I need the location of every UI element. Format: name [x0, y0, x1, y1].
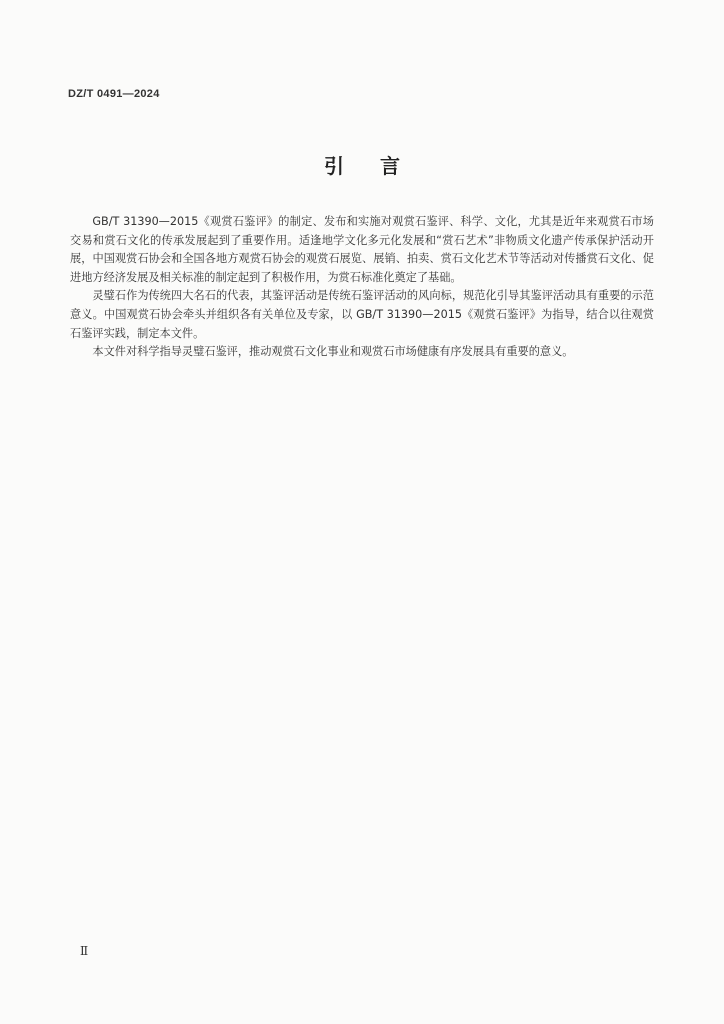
paragraph: 灵璧石作为传统四大名石的代表，其鉴评活动是传统石鉴评活动的风向标，规范化引导其鉴评活动具有重要的示范意义。中国观赏石协会牵头并组织各有关单位及专家，以 GB/T 31390—2015《观赏石鉴评》为指导，结合以往观赏石鉴评实践，制定本文件。 — [70, 289, 654, 340]
body-text — [70, 213, 654, 362]
page-number: Ⅱ — [80, 944, 89, 958]
paragraph: GB/T 31390—2015《观赏石鉴评》的制定、发布和实施对观赏石鉴评、科学、文化，尤其是近年来观赏石市场交易和赏石文化的传承发展起到了重要作用。适逢地学文化多元化发展和“赏石艺术”非物质文化遗产传承保护活动开展，中国观赏石协会和全国各地方观赏石协会的观赏石展览、展销、拍卖、赏石文化艺术节等活动对传播赏石文化、促进地方经济发展及相关标准的制定起到了积极作用，为赏石标准化奠定了基础。 — [70, 215, 654, 284]
section-title: 引言 — [324, 154, 436, 178]
paragraph: 本文件对科学指导灵璧石鉴评，推动观赏石文化事业和观赏石市场健康有序发展具有重要的意义。 — [92, 345, 574, 359]
standard-code: DZ/T 0491—2024 — [68, 88, 160, 100]
